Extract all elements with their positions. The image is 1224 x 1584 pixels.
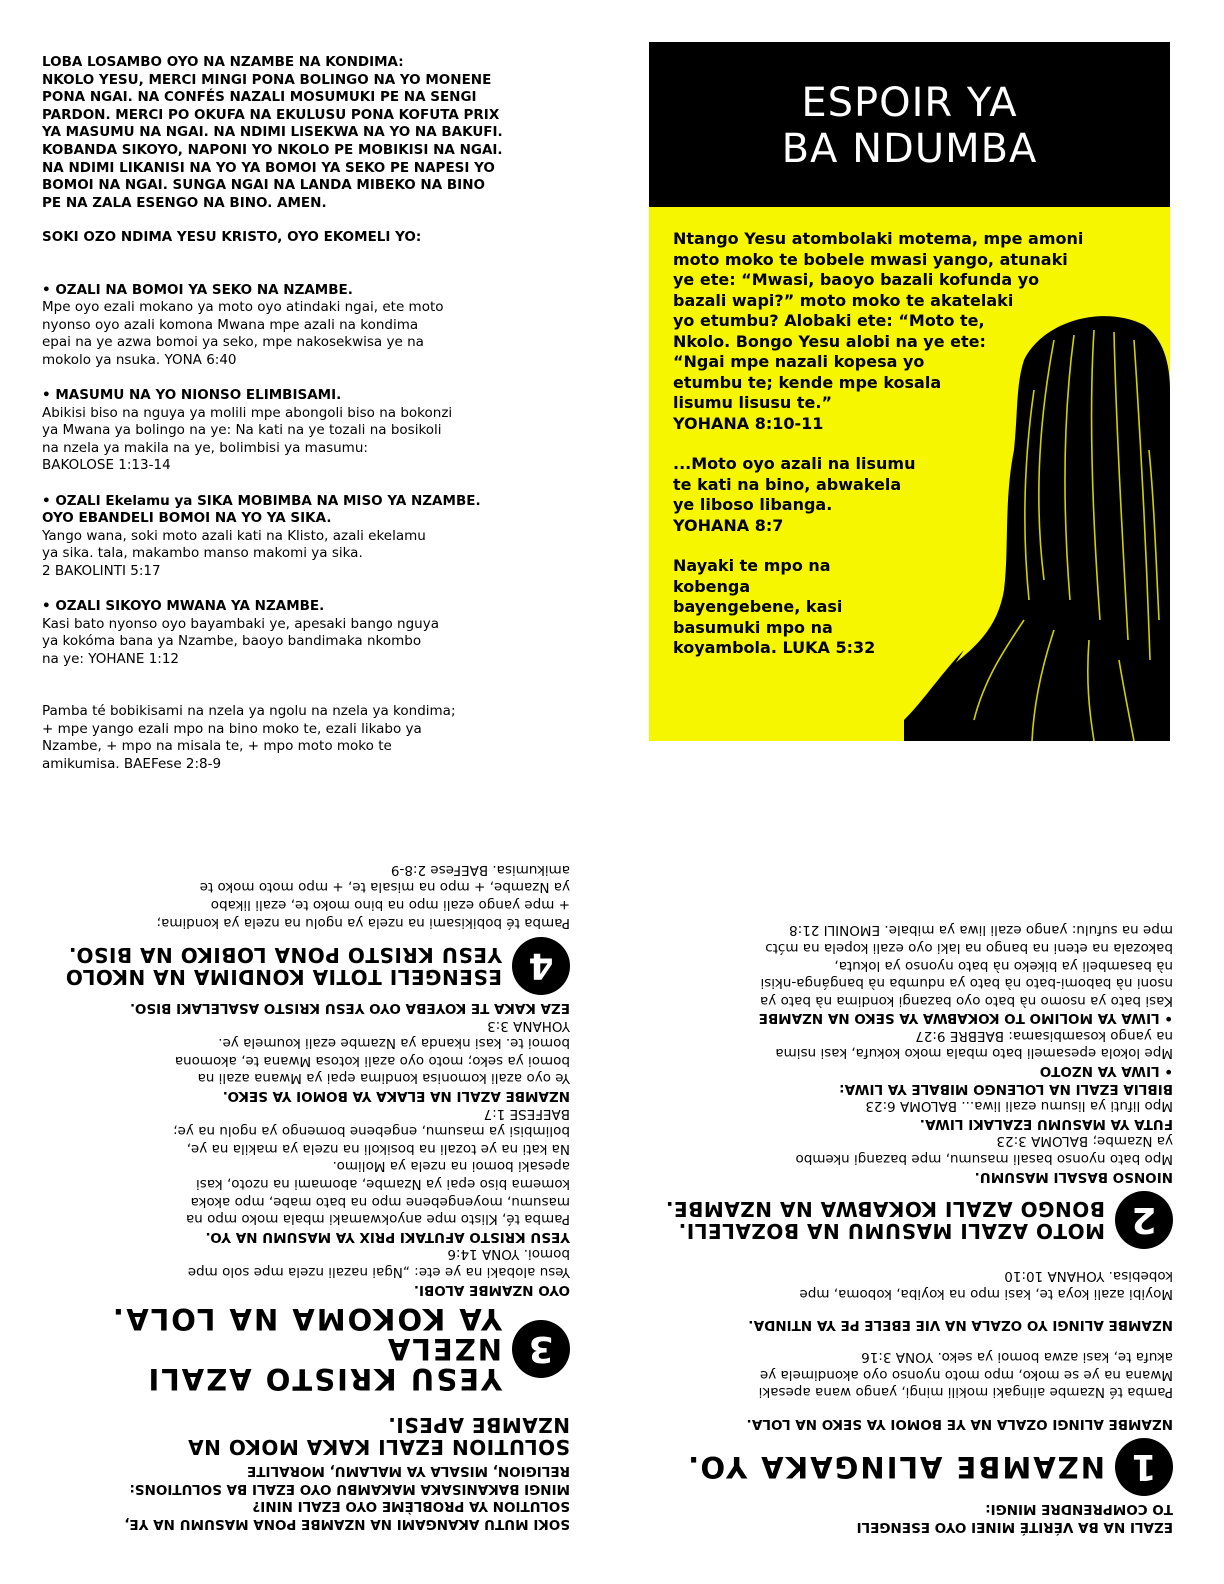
truth-1-verse: Pamba té Nzambe alingaki mokili mingi, yango wana apesaki Mwana na ye se moko, mpo moto nyonso oyo akondimela ye akufa te, kasi azwa bomoi ya seko. YONA 3:16 <box>758 1349 1173 1401</box>
truth-4-verse: Pamba té bobikisami na nzela ya ngolu na nzela ya kondima; + mpe yango ezali mpo na bino moko te, ezali likabo ya Nzambe, + mpo na misala te, + mpo moto moko te amikumisa. BAEFese 2:8-9 <box>156 861 570 931</box>
promise-item <box>42 598 582 668</box>
truth-1-title: NZAMBE ALINGAKA YO. <box>686 1449 1105 1484</box>
truth-2-lead: NIONSO BASALI MASUMU. <box>974 1168 1173 1185</box>
truth-3-heading <box>40 1301 570 1396</box>
passage-john-8-7: ...Moto oyo azali na lisumu te kati na bino, abwakela ye liboso libanga. YOHANA 8:7 <box>673 454 916 535</box>
tract-cover <box>649 42 1170 741</box>
truth-2-subheading: FUTA YA MASUMU EZALAKI LIWA. <box>919 1115 1173 1132</box>
truth-2-title: MOTO AZALI MASUMU NA BOZALELI. BONGO AZALI KOKABWA NA NZAMBE. <box>665 1196 1105 1243</box>
truth-3-subheading: NZAMBE AZALI NA ELAKA YA BOMOI YA SEKO. <box>222 1088 570 1105</box>
truth-2-subheading: BIBLIA EZALI NA LOLENGO MIBALE YA LIWA: • LIWA YA NZOTO <box>839 1063 1173 1097</box>
truths-3-4-panel <box>40 852 570 1532</box>
truth-3-lead: OYO NZAMBE ALOBI. <box>413 1281 570 1298</box>
cover-title-band <box>649 42 1170 207</box>
promise-list <box>42 264 582 686</box>
cover-title: ESPOIR YA BA NDUMBA <box>781 80 1038 172</box>
truth-3-title: YESU KRISTO AZALI NZELA YA KOKOMA NA LOLA. <box>110 1301 502 1396</box>
truth-number-badge: 2 <box>1115 1191 1173 1249</box>
passage-luke-5-32: Nayaki te mpo na kobenga bayengebene, kasi basumuki mpo na koyambola. LUKA 5:32 <box>673 556 876 657</box>
truth-number-badge: 3 <box>512 1320 570 1378</box>
passage-john-8-10: Ntango Yesu atombolaki motema, mpe amoni moto moko te bobele mwasi yango, atunaki ye ete: “Mwasi, baoyo bazali kofunda yo bazali wapi?” moto moko te akatelaki yo etumbu? Alobaki ete: “Moto te, Nkolo. Bongo Yesu alobi na ye ete: “Ngai mpe nazali kopesa yo etumbu te; kende mpe kosala lisumu lisusu te.” YOHANA 8:10-11 <box>673 229 1084 433</box>
promise-verse: Kasi bato nyonso oyo bayambaki ye, apesaki bango nguya ya kokóma bana ya Nzambe, baoyo bandimaka nkombo na ye: YOHANE 1:12 <box>42 615 440 667</box>
promise-heading: • OZALI SIKOYO MWANA YA NZAMBE. <box>42 598 325 615</box>
truth-2-verse: Mpo lifuti ya lisumu ezali liwa... BALOMA 6:23 <box>865 1098 1173 1115</box>
truth-1-subheading: NZAMBE ALINGI YO OZALA NA VIE EBELE PE YA NTINDA. <box>748 1317 1173 1334</box>
truth-1-verse: Moyibi azali koya te, kasi mpo na koyiba, koboma, mpe kobebisa. YOHANA 10:10 <box>799 1268 1173 1302</box>
promise-item <box>42 387 582 475</box>
truth-3-verse: Yesu alobaki na ye ete: „Ngai nazali nzela mpe solo mpe bomoi. YONA 14:6 <box>187 1246 570 1281</box>
if-believe-heading: SOKI OZO NDIMA YESU KRISTO, OYO EKOMELI YO: <box>42 229 422 246</box>
four-truths-intro: EZALI NA BA VÉRITÉ MINEI OYO ESENGELI TO COMPRENDRE MINGI: <box>856 1501 1173 1535</box>
cover-scripture <box>673 229 1143 659</box>
truth-3-subheading: EZA KAKA TE KOYEBA OYO YESU KRISTO ASALELAKI BISO. <box>130 1000 570 1017</box>
truth-number-badge: 1 <box>1115 1438 1173 1496</box>
promise-heading: • OZALI NA BOMOI YA SEKO NA NZAMBE. <box>42 281 353 298</box>
promise-item <box>42 282 582 370</box>
truth-3-verse: Pamba té, Klisto mpe anyokwamaki mbala moko mpo na masumu, moyengebene mpo na bato mabe, mpo akoka komema biso epai ya Nzambe, abomami na nzoto, kasi apesaki bomoi na nzela ya Molimo. Na kati na ye tozali na bosikoli na nzela ya makila na ye, bolimbisi ya masumu, engebene bomengo ya ngolu na ye; BAEFESE 1:7 <box>173 1105 570 1228</box>
promise-item <box>42 493 582 581</box>
promise-heading: • OZALI Ekelamu ya SIKA MOBIMBA NA MISO YA NZAMBE. OYO EBANDELI BOMOI NA YO YA SIKA. <box>42 492 481 527</box>
truth-2-subheading: • LIWA YA MOLIMO TO KOKABWA YA SEKO NA NZAMBE <box>758 1010 1173 1027</box>
truth-2-verse: Mpo bato nyonso basali masumu, mpe bazangi nkembo ya Nzambe; BALOMA 3:23 <box>795 1133 1173 1168</box>
truth-3-verse: Ye oyo azali komonisa kondima epai ya Mwana azali na bomoi ya seko; moto oyo azali kotosa Mwana te, akomona bomoi te. kasi nkanda ya Nzambe ezali koumela ye. YOHANA 3:3 <box>174 1017 570 1087</box>
truth-4-title: ESENGELI TOTIA KONDIMA NA NKOLO YESU KRISTO PONA LOBIKO NA BISO. <box>65 942 502 989</box>
promise-heading: • MASUMU NA YO NIONSO ELIMBISAMI. <box>42 387 342 404</box>
solution-question: SOKI MUTU AKANGAMI NA NZAMBE PONA MASUMU NA YE, SOLUTION YA PROBLÈME OYO EZALI NINI? MINGI BAKANISAKA MAKAMBU OYO EZALI BA SOLUTIONS: RELIGION, MISALA YA MALAMU, MORALITE <box>124 1463 570 1532</box>
truth-1-lead: NZAMBE ALINGI OZALA NA YE BOMOI YA SEKO NA LOLA. <box>746 1415 1173 1432</box>
truth-2-heading <box>643 1191 1173 1249</box>
closing-verse: Pamba té bobikisami na nzela ya ngolu na nzela ya kondima; + mpe yango ezali mpo na bino moko te, ezali likabo ya Nzambe, + mpo na misala te, + mpo moto moko te amikumisa. BAEFese 2:8-9 <box>42 703 456 772</box>
promise-verse: Mpe oyo ezali mokano ya moto oyo atindaki ngai, ete moto nyonso oyo azali komona Mwana mpe azali na kondima epai na ye azwa bomoi ya seko, mpe nakosekwisa ye na mokolo ya nsuka. YONA 6:40 <box>42 299 444 368</box>
solution-statement: SOLUTION EZALI KAKA MOKO NA NZAMBE APESI. <box>187 1412 570 1459</box>
promise-verse: Yango wana, soki moto azali kati na Klisto, azali ekelamu ya sika. tala, makambo manso makomi ya sika. 2 BAKOLINTI 5:17 <box>42 527 426 580</box>
promise-verse: Abikisi biso na nguya ya molili mpe abongoli biso na bokonzi ya Mwana ya bolingo na ye: Na kati na ye tozali na bosikoli na nzela ya makila na ye, bolimbisi ya masumu: BAKOLOSE 1:13-14 <box>42 404 453 474</box>
truth-number-badge: 4 <box>512 937 570 995</box>
salvation-prayer-panel <box>42 54 582 774</box>
truths-1-2-panel <box>643 825 1173 1535</box>
truth-2-verse: Mpe lokola epesameli bato mbala moko kokufa, kasi nsima na yango kosambisama: BAEBRE 9:27 <box>775 1027 1173 1062</box>
prayer-text: LOBA LOSAMBO OYO NA NZAMBE NA KONDIMA: NKOLO YESU, MERCI MINGI PONA BOLINGO NA YO MONENE PONA NGAI. NA CONFÉS NAZALI MOSUMUKI PE NA SENGI PARDON. MERCI PO OKUFA NA EKULUSU PONA KOFUTA PRIX YA MASUMU NA NGAI. NA NDIMI LISEKWA NA YO NA BAKUFI. KOBANDA SIKOYO, NAPONI YO NKOLO PE MOBIKISI NA NGAI. NA NDIMI LIKANISI NA YO YA BOMOI YA SEKO PE NAPESI YO BOMOI NA NGAI. SUNGA NGAI NA LANDA MIBEKO NA BINO PE NA ZALA ESENGO NA BINO. AMEN. <box>42 54 503 211</box>
truth-2-verse: Kasi bato ya nsomo nà bato oyo bazangi kondima nà bato ya nsoni nà babomi-bato nà bato ya ndumba nà bangánga-nkisi nà basambeli ya bikeko nà bato nyonso ya lokuta, bakozala na eteni na bango na laki oyo ezali kopela na mɔ́tɔ mpe na sufulu: yango ezali liwa ya mibale. EMONILI 21:8 <box>760 922 1173 1009</box>
truth-3-subheading: YESU KRISTO AFUTAKI PRIX YA MASUMU NA YO. <box>205 1228 570 1245</box>
truth-4-heading <box>40 937 570 995</box>
truth-1-heading <box>643 1438 1173 1496</box>
